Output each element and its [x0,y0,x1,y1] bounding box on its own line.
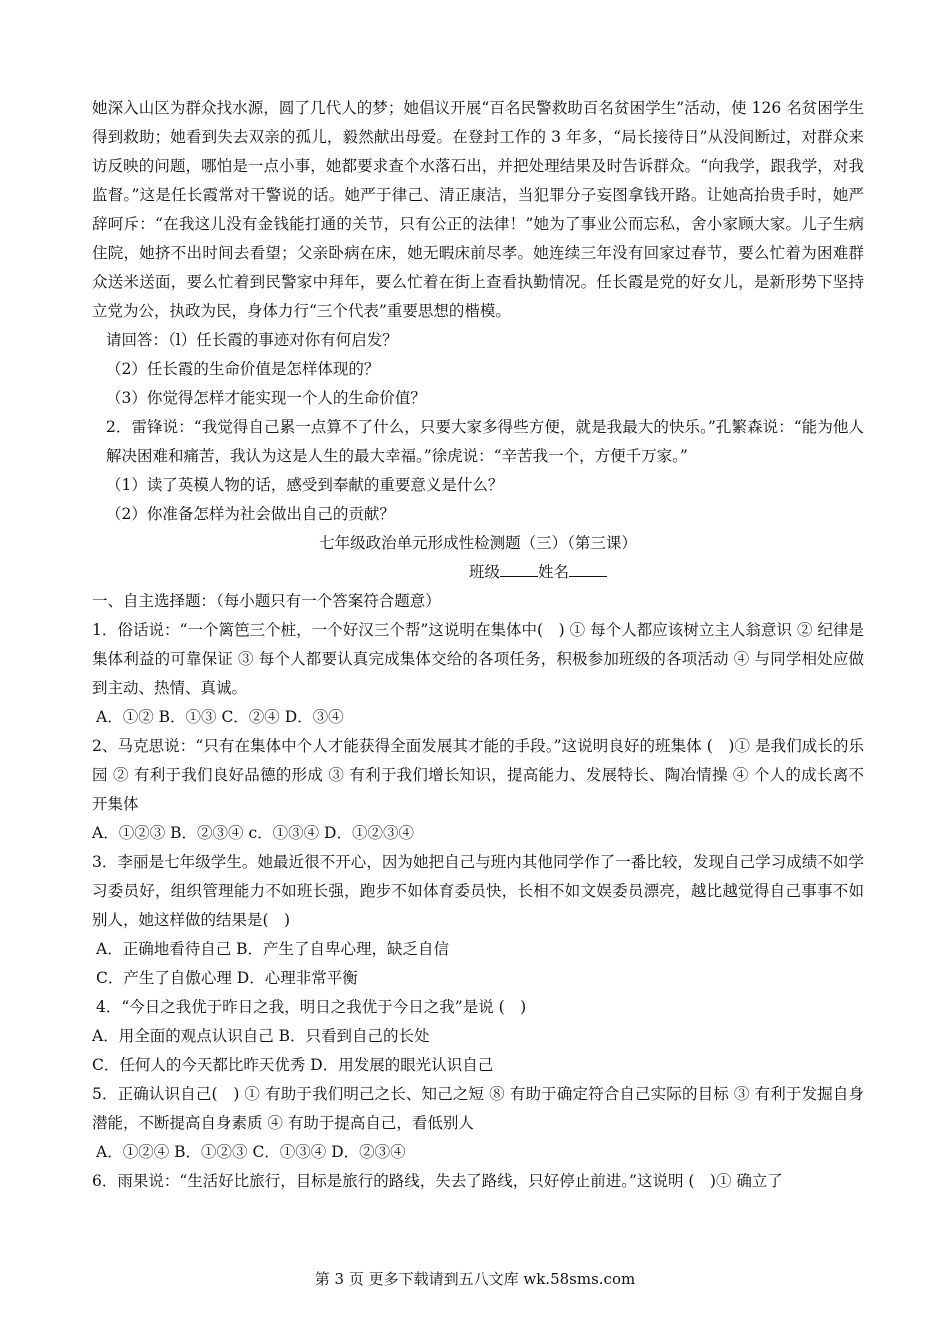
question-4-options-cd: C．任何人的今天都比昨天优秀 D．用发展的眼光认识自己 [92,1056,494,1074]
section-heading: 一、自主选择题：（每小题只有一个答案符合题意） [92,592,441,610]
q2-text: 2．雷锋说：“我觉得自己累一点算不了什么，只要大家多得些方便，就是我最大的快乐。”孔繁森说：“能为他人解决困难和痛苦，我认为这是人生的最大幸福。”徐虎说：“辛苦我一个，方便千万家。” [106,418,864,465]
question-1-options: A．①② B．①③ C．②④ D．③④ [96,708,344,726]
page-footer: 第 3 页 更多下载请到五八文库 wk.58sms.com [314,1270,636,1288]
question-5-options: A．①②④ B．①②③ C．①③④ D．②③④ [96,1143,406,1161]
question-3-options-cd: C．产生了自傲心理 D．心理非常平衡 [96,969,358,987]
question-3: 3．李丽是七年级学生。她最近很不开心，因为她把自己与班内其他同学作了一番比较，发现自己学习成绩不如学习委员好，组织管理能力不如班长强，跑步不如体育委员快，长相不如文娱委员漂亮，越比越觉得自己事事不如别人，她这样做的结果是( ) [92,853,864,929]
question-2: 2、马克思说：“只有在集体中个人才能获得全面发展其才能的手段。”这说明良好的班集体 ( )① 是我们成长的乐园 ② 有利于我们良好品德的形成 ③ 有利于我们增长知识，提高能力、发展特长、陶冶情操 ④ 个人的成长离不开集体 [92,737,864,813]
q1-sub2: （2）任长霞的生命价值是怎样体现的？ [106,360,380,378]
question-5: 5．正确认识自己( ) ① 有助于我们明己之长、知己之短 ⑧ 有助于确定符合自己实际的目标 ③ 有利于发掘自身潜能，不断提高自身素质 ④ 有助于提高自己，看低别人 [92,1085,864,1132]
name-blank [569,575,607,577]
class-label: 班级 [468,563,500,581]
question-1: 1．俗话说：“一个篱笆三个桩，一个好汉三个帮”这说明在集体中( ) ① 每个人都应该树立主人翁意识 ② 纪律是集体利益的可靠保证 ③ 每个人都要认真完成集体交给的各项任务，积极参加班级的各项活动 ④ 与同学相处应做到主动、热情、真诚。 [92,621,864,697]
q2-sub2: （2）你准备怎样为社会做出自己的贡献？ [106,505,395,523]
q1-sub3: （3）你觉得怎样才能实现一个人的生命价值？ [106,389,426,407]
question-6: 6．雨果说：“生活好比旅行，目标是旅行的路线，失去了路线，只好停止前进。”这说明 ( )① 确立了 [92,1172,783,1190]
test-title: 七年级政治单元形成性检测题（三）（第三课） [319,534,637,552]
page-content [92,94,864,1196]
name-label: 姓名 [538,563,570,581]
question-4-options-ab: A．用全面的观点认识自己 B．只看到自己的长处 [92,1027,430,1045]
article-paragraph: 她深入山区为群众找水源，圆了几代人的梦；她倡议开展“百名民警救助百名贫困学生”活动，使 126 名贫困学生得到救助；她看到失去双亲的孤儿，毅然献出母爱。在登封工作的 3 年多，“局长接待日”从没间断过，对群众来访反映的问题，哪怕是一点小事，她都要求查个水落石出，并把处理结果及时告诉群众。“向我学，跟我学，对我监督。”这是任长霞常对干警说的话。她严于律己、清正康洁，当犯罪分子妄图拿钱开路。让她高抬贵手时，她严辞呵斥：“在我这儿没有金钱能打通的关节，只有公正的法律！”她为了事业公而忘私，舍小家顾大家。儿子生病住院，她挤不出时间去看望；父亲卧病在床，她无暇床前尽孝。她连续三年没有回家过春节，要么忙着为困难群众送米送面，要么忙着到民警家中拜年，要么忙着在街上查看执勤情况。任长霞是党的好女儿，是新形势下坚持立党为公，执政为民，身体力行“三个代表”重要思想的楷模。 [92,99,864,320]
class-blank [500,575,538,577]
q2-sub1: （1）读了英模人物的话，感受到奉献的重要意义是什么？ [106,476,504,494]
question-4: 4．“今日之我优于昨日之我，明日之我优于今日之我”是说 ( ) [96,998,527,1016]
question-2-options: A．①②③ B．②③④ c．①③④ D．①②③④ [92,824,414,842]
class-name-line [92,558,864,587]
q1-intro: 请回答：（l）任长霞的事迹对你有何启发？ [106,331,398,349]
question-3-options-ab: A．正确地看待自己 B．产生了自卑心理，缺乏自信 [96,940,450,958]
